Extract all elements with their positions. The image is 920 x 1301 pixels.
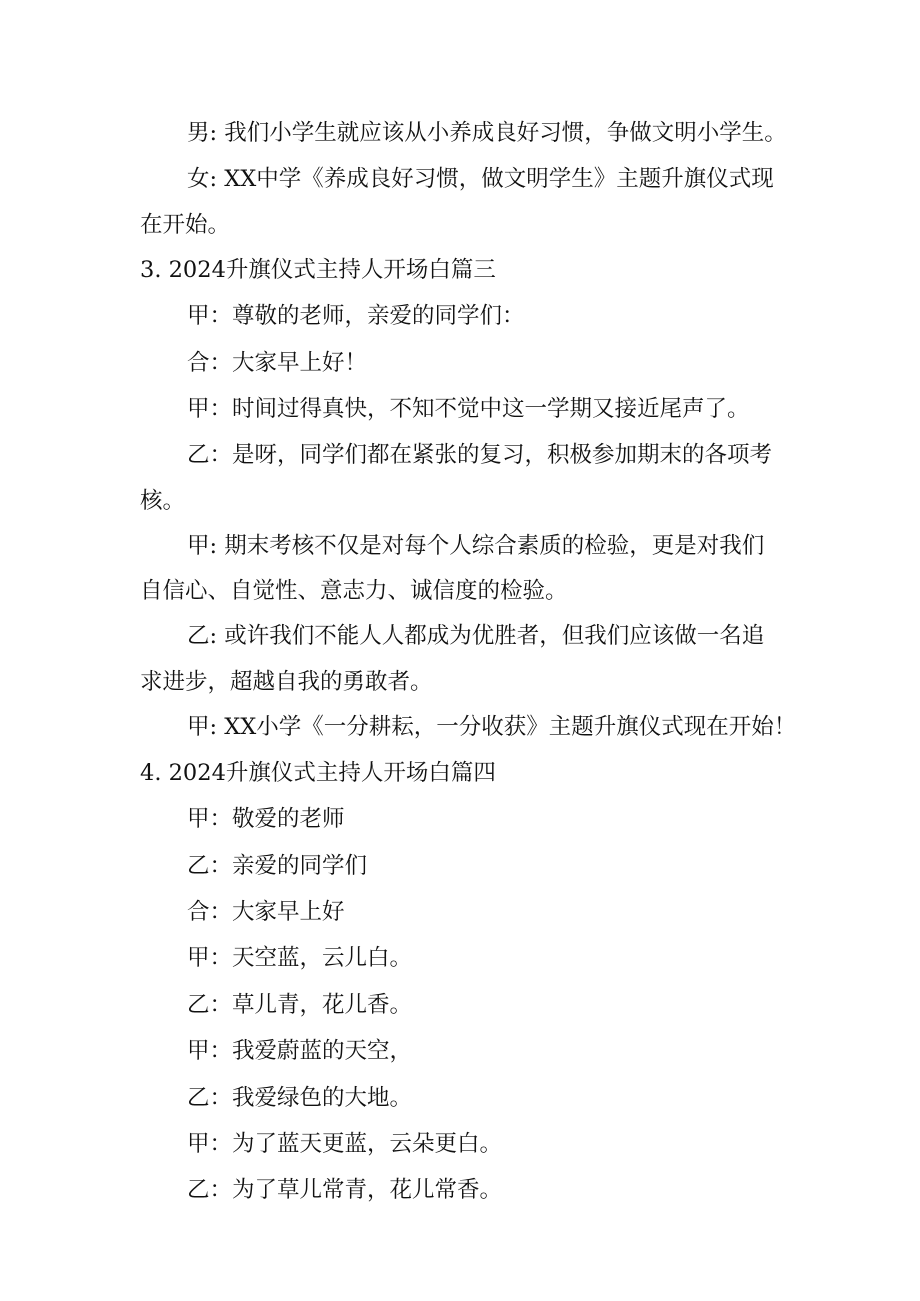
paragraph-line: 甲：尊敬的老师，亲爱的同学们：	[187, 303, 525, 330]
document-body	[140, 110, 797, 1214]
paragraph-line: 甲：我爱蔚蓝的天空，	[187, 1038, 413, 1065]
paragraph-line: 甲: XX小学《一分耕耘，一分收获》主题升旗仪式现在开始！	[187, 713, 797, 740]
paragraph-line: 求进步，超越自我的勇敢者。	[140, 668, 433, 695]
paragraph-line: 乙：草儿青，花儿香。	[187, 991, 413, 1018]
paragraph-line: 甲：敬爱的老师	[187, 806, 345, 833]
paragraph-line: 乙：是呀，同学们都在紧张的复习，积极参加期末的各项考	[187, 442, 773, 469]
paragraph-line: 男: 我们小学生就应该从小养成良好习惯，争做文明小学生。	[187, 120, 787, 146]
paragraph-line: 甲: 期末考核不仅是对每个人综合素质的检验，更是对我们	[187, 532, 765, 559]
paragraph-line: 甲：天空蓝，云儿白。	[187, 945, 413, 972]
section-heading: 4. 2024升旗仪式主持人开场白篇四	[140, 759, 496, 786]
paragraph-line: 自信心、自觉性、意志力、诚信度的检验。	[140, 578, 568, 605]
paragraph-line: 核。	[140, 487, 186, 514]
paragraph-line: 甲：时间过得真快，不知不觉中这一学期又接近尾声了。	[187, 395, 750, 422]
paragraph-line: 乙：亲爱的同学们	[187, 852, 368, 879]
paragraph-line: 合：大家早上好	[187, 899, 345, 926]
paragraph-line: 乙: 或许我们不能人人都成为优胜者，但我们应该做一名追	[187, 623, 765, 650]
paragraph-line: 乙：我爱绿色的大地。	[187, 1084, 413, 1111]
section-heading: 3. 2024升旗仪式主持人开场白篇三	[140, 256, 496, 283]
paragraph-line: 合：大家早上好！	[187, 349, 368, 376]
paragraph-line: 女: XX中学《养成良好习惯，做文明学生》主题升旗仪式现	[187, 166, 774, 193]
paragraph-line: 乙：为了草儿常青，花儿常香。	[187, 1177, 503, 1204]
paragraph-line: 甲：为了蓝天更蓝，云朵更白。	[187, 1131, 503, 1158]
paragraph-line: 在开始。	[140, 211, 231, 238]
